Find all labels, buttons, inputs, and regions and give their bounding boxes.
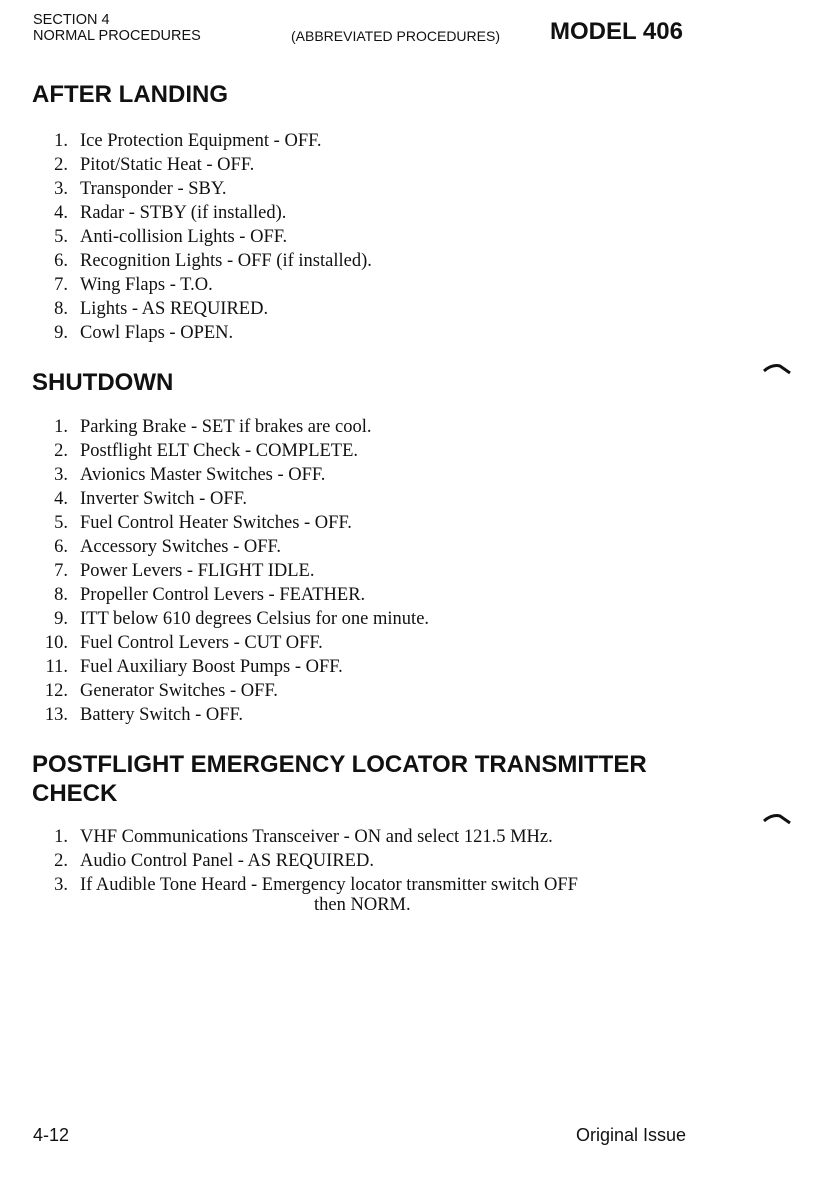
revision-bar-mark <box>762 362 792 376</box>
list-item <box>40 415 429 439</box>
list-item <box>40 463 429 487</box>
item-number: 4. <box>54 203 68 223</box>
elt-check-heading <box>32 750 647 808</box>
item-text: Fuel Control Heater Switches - OFF. <box>80 513 352 533</box>
shutdown-list <box>40 415 429 727</box>
item-number: 3. <box>54 875 68 895</box>
item-text: Fuel Auxiliary Boost Pumps - OFF. <box>80 657 343 677</box>
list-item <box>40 607 429 631</box>
list-item <box>40 201 372 225</box>
after-landing-list <box>40 129 372 345</box>
item-text: Radar - STBY (if installed). <box>80 203 287 223</box>
item-text: Power Levers - FLIGHT IDLE. <box>80 561 315 581</box>
item-text: If Audible Tone Heard - Emergency locator transmitter switch OFF <box>80 875 578 895</box>
list-item <box>40 703 429 727</box>
item-number: 5. <box>54 513 68 533</box>
item-number: 9. <box>54 609 68 629</box>
list-item <box>40 511 429 535</box>
item-number: 6. <box>54 537 68 557</box>
item-number: 4. <box>54 489 68 509</box>
list-item <box>40 297 372 321</box>
list-item <box>40 249 372 273</box>
issue-label: Original Issue <box>576 1125 687 1145</box>
item-number: 11. <box>45 657 68 677</box>
section-header <box>33 12 201 44</box>
item-text: ITT below 610 degrees Celsius for one minute. <box>80 609 430 629</box>
item-text: VHF Communications Transceiver - ON and select 121.5 MHz. <box>80 827 553 847</box>
list-item <box>40 439 429 463</box>
item-text: Audio Control Panel - AS REQUIRED. <box>80 851 374 871</box>
item-text: Cowl Flaps - OPEN. <box>80 323 234 343</box>
model-label: MODEL 406 <box>550 18 683 45</box>
item-number: 2. <box>54 441 68 461</box>
item-number: 1. <box>54 131 68 151</box>
item-text: Battery Switch - OFF. <box>80 705 243 725</box>
item-number: 1. <box>54 417 68 437</box>
list-item <box>40 177 372 201</box>
list-item <box>40 129 372 153</box>
shutdown-heading: SHUTDOWN <box>32 369 174 396</box>
item-number: 3. <box>54 465 68 485</box>
item-text: Postflight ELT Check - COMPLETE. <box>80 441 359 461</box>
section-number: SECTION 4 <box>33 12 110 28</box>
item-text: Parking Brake - SET if brakes are cool. <box>80 417 372 437</box>
abbreviated-procedures-label: (ABBREVIATED PROCEDURES) <box>291 28 500 44</box>
list-item <box>40 583 429 607</box>
list-item <box>40 559 429 583</box>
item-number: 10. <box>44 633 68 653</box>
item-number: 8. <box>54 299 68 319</box>
list-item <box>40 153 372 177</box>
list-item <box>40 825 578 849</box>
item-number: 1. <box>54 827 68 847</box>
elt-check-heading-line1: POSTFLIGHT EMERGENCY LOCATOR TRANSMITTER <box>32 751 647 778</box>
list-item <box>40 225 372 249</box>
item-text: Accessory Switches - OFF. <box>80 537 281 557</box>
item-number: 2. <box>54 851 68 871</box>
item-text: Transponder - SBY. <box>80 179 227 199</box>
item-text: Wing Flaps - T.O. <box>80 275 213 295</box>
item-text: Lights - AS REQUIRED. <box>80 299 269 319</box>
section-name: NORMAL PROCEDURES <box>33 28 201 44</box>
item-number: 7. <box>54 275 68 295</box>
list-item <box>40 655 429 679</box>
item-number: 7. <box>54 561 68 581</box>
item-text: Propeller Control Levers - FEATHER. <box>80 585 366 605</box>
elt-check-list <box>40 825 578 915</box>
item-number: 6. <box>54 251 68 271</box>
list-item <box>40 321 372 345</box>
list-item <box>40 487 429 511</box>
item-text: Ice Protection Equipment - OFF. <box>80 131 322 151</box>
after-landing-heading: AFTER LANDING <box>32 81 228 108</box>
item-number: 8. <box>54 585 68 605</box>
item-number: 13. <box>44 705 68 725</box>
item-text: Recognition Lights - OFF (if installed). <box>80 251 372 271</box>
item-number: 2. <box>54 155 68 175</box>
item-number: 12. <box>44 681 68 701</box>
list-item <box>40 535 429 559</box>
item-text: Fuel Control Levers - CUT OFF. <box>80 633 323 653</box>
item-text: Avionics Master Switches - OFF. <box>80 465 326 485</box>
list-item <box>40 273 372 297</box>
page-number: 4-12 <box>33 1125 70 1145</box>
item-text: Inverter Switch - OFF. <box>80 489 248 509</box>
list-item <box>40 679 429 703</box>
item-text: Pitot/Static Heat - OFF. <box>80 155 255 175</box>
revision-bar-mark <box>762 812 792 826</box>
item-text: Generator Switches - OFF. <box>80 681 278 701</box>
item-text-continuation: then NORM. <box>314 895 411 915</box>
list-item <box>40 873 578 915</box>
item-number: 3. <box>54 179 68 199</box>
item-text: Anti-collision Lights - OFF. <box>80 227 288 247</box>
list-item <box>40 849 578 873</box>
elt-check-heading-line2: CHECK <box>32 780 118 807</box>
item-number: 9. <box>54 323 68 343</box>
item-number: 5. <box>54 227 68 247</box>
list-item <box>40 631 429 655</box>
